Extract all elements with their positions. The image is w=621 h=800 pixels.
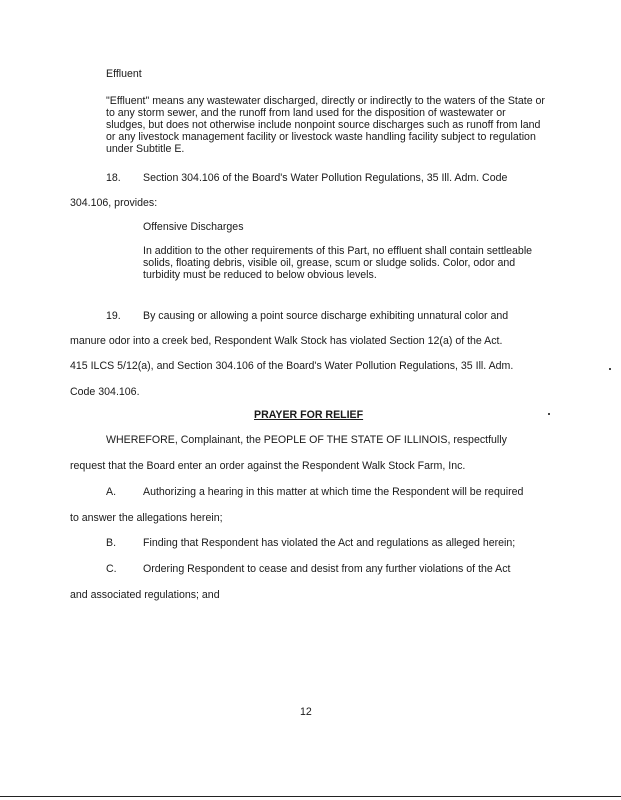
- para-19-line-3: 415 ILCS 5/12(a), and Section 304.106 of the Board's Water Pollution Regulations, 35 Ill. Adm.: [70, 360, 514, 372]
- scan-speck: [548, 413, 550, 415]
- item-c-line-2: and associated regulations; and: [70, 589, 220, 601]
- definition-text: "Effluent" means any wastewater discharged, directly or indirectly to the waters of the State or to any storm sewer, and the runoff from land used for the disposition of wastewater or sludges, but does not otherwise include nonpoint source discharges such as runoff from land or any livestock management facility or livestock waste handling facility subject to regulation under Subtitle E.: [106, 95, 545, 155]
- para-19-line-2: manure odor into a creek bed, Respondent Walk Stock has violated Section 12(a) of the Act.: [70, 335, 503, 347]
- para-19-line-1: By causing or allowing a point source discharge exhibiting unnatural color and: [143, 310, 509, 322]
- scan-speck: [609, 368, 611, 370]
- item-c-label: C.: [106, 563, 117, 575]
- quote-text: In addition to the other requirements of this Part, no effluent shall contain settleable solids, floating debris, visible oil, grease, scum or sludge solids. Color, odor and turbidity must be reduced to below obvious levels.: [143, 245, 533, 281]
- prayer-line-1: WHEREFORE, Complainant, the PEOPLE OF THE STATE OF ILLINOIS, respectfully: [106, 434, 507, 446]
- quote-title: Offensive Discharges: [143, 221, 244, 233]
- para-18-line-2: 304.106, provides:: [70, 197, 158, 209]
- prayer-line-2: request that the Board enter an order against the Respondent Walk Stock Farm, Inc.: [70, 460, 466, 472]
- para-18-line-1: Section 304.106 of the Board's Water Pollution Regulations, 35 Ill. Adm. Code: [143, 172, 508, 184]
- item-c-line-1: Ordering Respondent to cease and desist from any further violations of the Act: [143, 563, 511, 575]
- item-b-label: B.: [106, 537, 117, 549]
- definition-term: Effluent: [106, 68, 142, 80]
- para-18-number: 18.: [106, 172, 121, 184]
- item-b-line-1: Finding that Respondent has violated the Act and regulations as alleged herein;: [143, 537, 516, 549]
- scan-edge-line: [0, 796, 621, 797]
- item-a-line-1: Authorizing a hearing in this matter at which time the Respondent will be required: [143, 486, 524, 498]
- item-a-label: A.: [106, 486, 117, 498]
- item-a-line-2: to answer the allegations herein;: [70, 512, 223, 524]
- page-number: 12: [300, 706, 312, 718]
- para-19-number: 19.: [106, 310, 121, 322]
- para-19-line-4: Code 304.106.: [70, 386, 140, 398]
- prayer-heading: PRAYER FOR RELIEF: [254, 409, 364, 421]
